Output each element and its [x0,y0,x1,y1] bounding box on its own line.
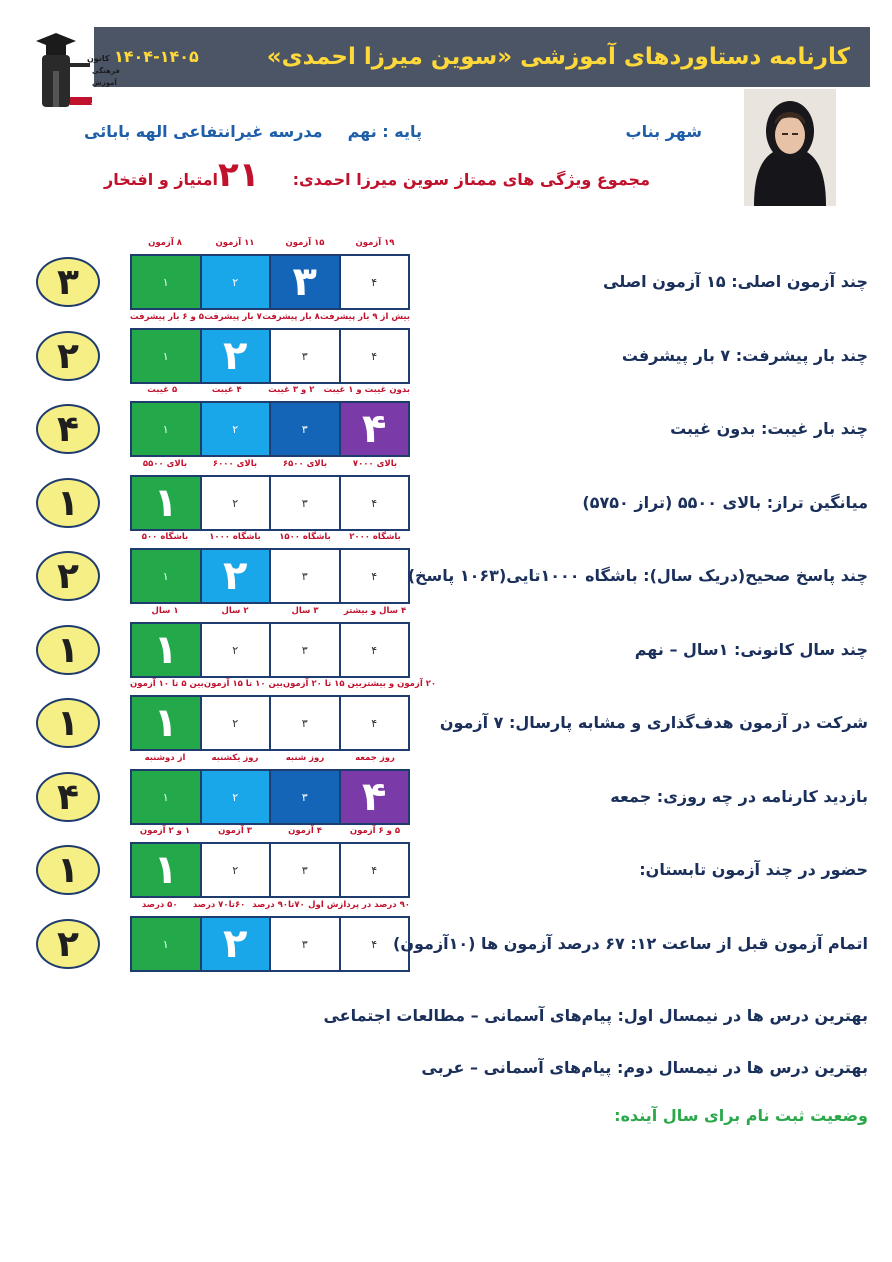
level-cell: ۲ [202,771,270,823]
level-cell: ۴ [341,624,409,676]
logo-line-4: قلم‌چی [91,99,113,106]
level-cell: ۲ [202,330,270,382]
level-cell: ۲ [202,477,270,529]
column-header: باشگاه ۱۰۰۰ [209,532,261,542]
level-cell: ۱ [132,477,200,529]
level-cell: ۲ [202,403,270,455]
column-header: ۴ غیبت [211,385,242,395]
level-cell: ۲ [202,918,270,970]
row-column-headers [130,606,410,620]
column-header: از دوشنبه [144,753,186,763]
summary-value: ۲۱ [218,155,260,195]
column-header: ۳ آزمون [218,826,252,836]
column-header: بالای ۶۵۰۰ [282,459,328,469]
logo-line-3: آموزش [92,79,117,87]
summary-label: مجموع ویژگی های ممتاز سوین میرزا احمدی: [292,170,650,189]
row-score: ۱ [36,845,100,895]
column-header: بدون غیبت و ۱ غیبت [323,385,410,395]
column-header: ۷ بار پیشرفت [204,312,262,322]
column-header: ۵ و ۶ بار پیشرفت [130,312,204,322]
column-header: ۵ غیبت [147,385,178,395]
column-header: ۵۰ درصد [141,900,178,910]
kanoon-logo [32,23,120,111]
level-cell: ۲ [202,624,270,676]
column-header: ۶۰تا۷۰ درصد [192,900,246,910]
logo-line-1: کانون [87,54,110,63]
column-header: روز جمعه [355,753,395,763]
level-cell: ۴ [341,697,409,749]
row-score: ۲ [36,331,100,381]
best-subjects-term1: بهترین درس ها در نیمسال اول: پیام‌های آسمانی – مطالعات اجتماعی [323,1006,868,1025]
level-cells [130,842,410,898]
level-cell: ۳ [271,918,339,970]
academic-years: ۱۴۰۴-۱۴۰۵ [114,47,199,66]
row-score: ۴ [36,772,100,822]
column-header: ۸ آزمون [148,238,182,248]
column-header: ۳ سال [291,606,319,616]
level-cell: ۳ [271,256,339,308]
row-label: بازدید کارنامه در چه روزی: جمعه [610,787,868,806]
row-label: شرکت در آزمون هدف‌گذاری و مشابه پارسال: ۷ آزمون [439,713,868,732]
column-header: ۱۱ آزمون [215,238,255,248]
row-column-headers [130,826,410,840]
level-cells [130,916,410,972]
level-cells [130,769,410,825]
level-cell: ۱ [132,771,200,823]
row-score: ۱ [36,625,100,675]
level-cells [130,254,410,310]
level-cell: ۳ [271,697,339,749]
row-column-headers [130,459,410,473]
column-header: ۱ و ۲ آزمون [139,826,191,836]
level-cell: ۴ [341,844,409,896]
column-header: بین ۱۵ تا ۲۰ آزمون [282,679,362,689]
column-header: ۵ و ۶ آزمون [349,826,401,836]
level-cell: ۴ [341,477,409,529]
level-cell: ۲ [202,550,270,602]
level-cell: ۱ [132,918,200,970]
logo-line-2: فرهنگی [92,67,120,75]
school-name: مدرسه غیرانتفاعی الهه بابائی [84,122,323,141]
grade: پایه : نهم [347,122,422,141]
row-score: ۳ [36,257,100,307]
row-column-headers [130,532,410,546]
row-column-headers [130,900,410,914]
column-header: بین ۱۰ تا ۱۵ آزمون [203,679,283,689]
row-label: چند سال کانونی: ۱سال – نهم [634,640,868,659]
row-label: حضور در چند آزمون تابستان: [639,860,868,879]
column-header: باشگاه ۲۰۰۰ [349,532,401,542]
level-cell: ۴ [341,550,409,602]
column-header: ۹۰ درصد در پردازش اول [308,900,410,910]
page-title: کارنامه دستاوردهای آموزشی «سوین میرزا احمدی» [266,44,850,70]
column-header: ۱ سال [151,606,179,616]
level-cell: ۳ [271,550,339,602]
level-cell: ۴ [341,256,409,308]
row-label: چند پاسخ صحیح(دریک سال): باشگاه ۱۰۰۰تایی(۱۰۶۳ پاسخ) [407,566,868,585]
level-cells [130,328,410,384]
column-header: بیش از ۹ بار پیشرفت [320,312,410,322]
registration-status: وضعیت ثبت نام برای سال آینده: [614,1106,868,1125]
level-cell: ۱ [132,697,200,749]
row-label: چند بار پیشرفت: ۷ بار پیشرفت [621,346,868,365]
level-cell: ۲ [202,256,270,308]
level-cell: ۲ [202,697,270,749]
column-header: بالای ۵۵۰۰ [142,459,188,469]
column-header: روز یکشنبه [211,753,259,763]
row-score: ۱ [36,698,100,748]
level-cell: ۴ [341,918,409,970]
level-cell: ۴ [341,330,409,382]
level-cell: ۳ [271,771,339,823]
level-cell: ۴ [341,771,409,823]
row-label: اتمام آزمون قبل از ساعت ۱۲: ۶۷ درصد آزمون ها (۱۰آزمون) [393,934,868,953]
row-score: ۲ [36,551,100,601]
level-cell: ۳ [271,624,339,676]
column-header: باشگاه ۱۵۰۰ [279,532,331,542]
column-header: ۱۵ آزمون [285,238,325,248]
row-score: ۴ [36,404,100,454]
column-header: باشگاه ۵۰۰ [141,532,189,542]
column-header: ۱۹ آزمون [355,238,395,248]
column-header: بالای ۷۰۰۰ [352,459,398,469]
city: شهر بناب [625,122,702,141]
level-cell: ۳ [271,477,339,529]
column-header: ۷۰تا۹۰ درصد [252,900,305,910]
column-header: ۲ سال [221,606,249,616]
level-cell: ۳ [271,330,339,382]
column-header: بین ۵ تا ۱۰ آزمون [130,679,204,689]
row-score: ۱ [36,478,100,528]
summary-unit: امتیاز و افتخار [104,170,218,189]
student-photo [744,89,836,206]
row-column-headers [130,679,437,693]
level-cells [130,622,410,678]
row-label: چند آزمون اصلی: ۱۵ آزمون اصلی [603,272,868,291]
level-cell: ۱ [132,550,200,602]
level-cells [130,401,410,457]
level-cell: ۱ [132,624,200,676]
row-column-headers [130,312,410,326]
header-banner [90,27,870,87]
level-cell: ۱ [132,330,200,382]
level-cell: ۱ [132,844,200,896]
column-header: ۲۰ آزمون و بیشتر [361,679,437,689]
level-cells [130,695,410,751]
row-label: میانگین تراز: بالای ۵۵۰۰ (تراز ۵۷۵۰) [582,493,868,512]
column-header: ۲ و ۳ غیبت [268,385,315,395]
level-cells [130,475,410,531]
level-cells [130,548,410,604]
row-label: چند بار غیبت: بدون غیبت [670,419,868,438]
level-cell: ۳ [271,844,339,896]
level-cell: ۲ [202,844,270,896]
best-subjects-term2: بهترین درس ها در نیمسال دوم: پیام‌های آسمانی – عربی [421,1058,868,1077]
column-header: روز شنبه [285,753,325,763]
level-cell: ۴ [341,403,409,455]
level-cell: ۱ [132,403,200,455]
row-score: ۲ [36,919,100,969]
level-cell: ۳ [271,403,339,455]
column-header: ۸ بار پیشرفت [262,312,320,322]
column-header: ۴ آزمون [288,826,322,836]
column-header: ۴ سال و بیشتر [343,606,407,616]
level-cell: ۱ [132,256,200,308]
column-header: بالای ۶۰۰۰ [212,459,258,469]
row-column-headers [130,385,410,399]
row-column-headers [130,238,410,252]
row-column-headers [130,753,410,767]
